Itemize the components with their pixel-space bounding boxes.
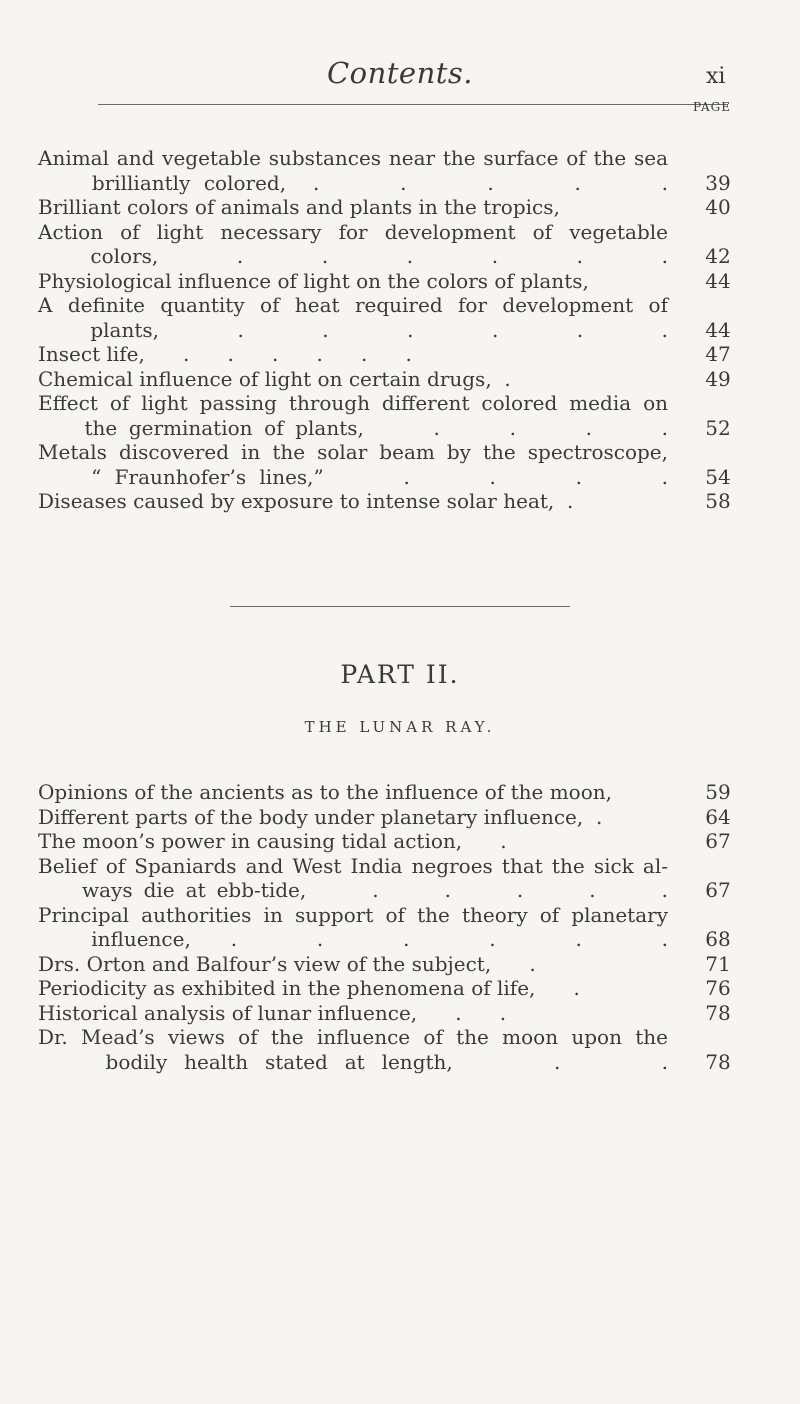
toc-entry [38,195,748,220]
toc-entry [38,269,748,294]
toc-entry-page: 52 [705,415,731,440]
toc-entry-page: 54 [705,464,731,489]
toc-entry-title: Opinions of the ancients as to the influence of the moon, [38,780,613,804]
toc-entry [38,220,748,269]
toc-entry-title: Physiological influence of light on the colors of plants, [38,268,589,293]
toc-entry-title: Historical analysis of lunar influence, . . [38,1000,507,1025]
toc-entry-page: 58 [705,489,731,513]
toc-entry-page: 67 [705,878,731,902]
toc-entry [38,780,748,805]
toc-entry-page: 59 [705,780,731,804]
running-title: Contents. [326,56,474,90]
toc-entry-page: 67 [705,829,731,853]
toc-entry-page: 40 [705,195,731,219]
section-divider [230,606,570,607]
toc-entry-page: 49 [705,366,731,391]
toc-entry-title: Action of light necessary for development of vegetable colors, . . . . . . [38,219,668,268]
toc-entry [38,829,748,854]
folio-page-number: xi [706,64,726,89]
toc-entry [38,367,748,392]
part-subtitle: THE LUNAR RAY. [304,718,496,736]
header-rule [98,104,728,105]
toc-entry-title: Diseases caused by exposure to intense solar heat, . [38,489,574,513]
toc-entry-page: 47 [705,342,731,366]
toc-entry-title: Different parts of the body under planetary influence, . [38,804,603,829]
toc-entry-title: The moon’s power in causing tidal action, . [38,829,507,853]
toc-entry-page: 71 [705,951,731,976]
toc-entry [38,952,748,977]
toc-entry [38,146,748,195]
toc-entry [38,805,748,830]
toc-list-part-one [38,146,748,514]
toc-entry-title: Animal and vegetable substances near the surface of the sea brilliantly colored, . . . . . [38,146,668,195]
toc-entry [38,440,748,489]
toc-list-part-two [38,780,748,1074]
toc-entry-page: 64 [705,804,731,829]
toc-entry-title: A definite quantity of heat required for development of plants, . . . . . . [38,293,668,342]
toc-entry [38,854,748,903]
toc-entry [38,342,748,367]
toc-entry-page: 44 [705,317,731,342]
toc-entry-title: Chemical influence of light on certain drugs, . [38,366,511,391]
toc-entry-page: 76 [705,976,731,1000]
toc-entry-title: Dr. Mead’s views of the influence of the moon upon the bodily health stated at length, . . [38,1025,668,1074]
toc-entry-title: Insect life, . . . . . . [38,342,412,366]
toc-entry-title: Periodicity as exhibited in the phenomena of life, . [38,976,580,1000]
part-title: PART II. [340,660,460,689]
toc-entry-title: Belief of Spaniards and West India negroes that the sick al- ways die at ebb-tide, . . . . . [38,853,668,902]
toc-entry [38,976,748,1001]
toc-entry [38,391,748,440]
toc-entry [38,293,748,342]
toc-entry-page: 44 [705,268,731,293]
page-header [0,40,800,100]
toc-entry-title: Brilliant colors of animals and plants in the tropics, [38,195,560,219]
toc-entry-title: Effect of light passing through different colored media on the germination of plants, . . . . [38,391,668,440]
toc-entry [38,489,748,514]
toc-entry-page: 78 [705,1049,731,1074]
toc-entry-page: 78 [705,1000,731,1025]
toc-entry [38,903,748,952]
toc-entry-title: Drs. Orton and Balfour’s view of the subject, . [38,951,536,976]
toc-entry-page: 39 [705,170,731,195]
toc-entry-page: 42 [705,244,731,268]
toc-entry [38,1001,748,1026]
toc-entry-page: 68 [705,927,731,951]
toc-entry [38,1025,748,1074]
toc-entry-title: Principal authorities in support of the theory of planetary influence, . . . . . . [38,902,668,951]
toc-entry-title: Metals discovered in the solar beam by the spectroscope, “ Fraunhofer’s lines,” . . . . [38,440,668,489]
page-column-label: PAGE [693,100,731,114]
